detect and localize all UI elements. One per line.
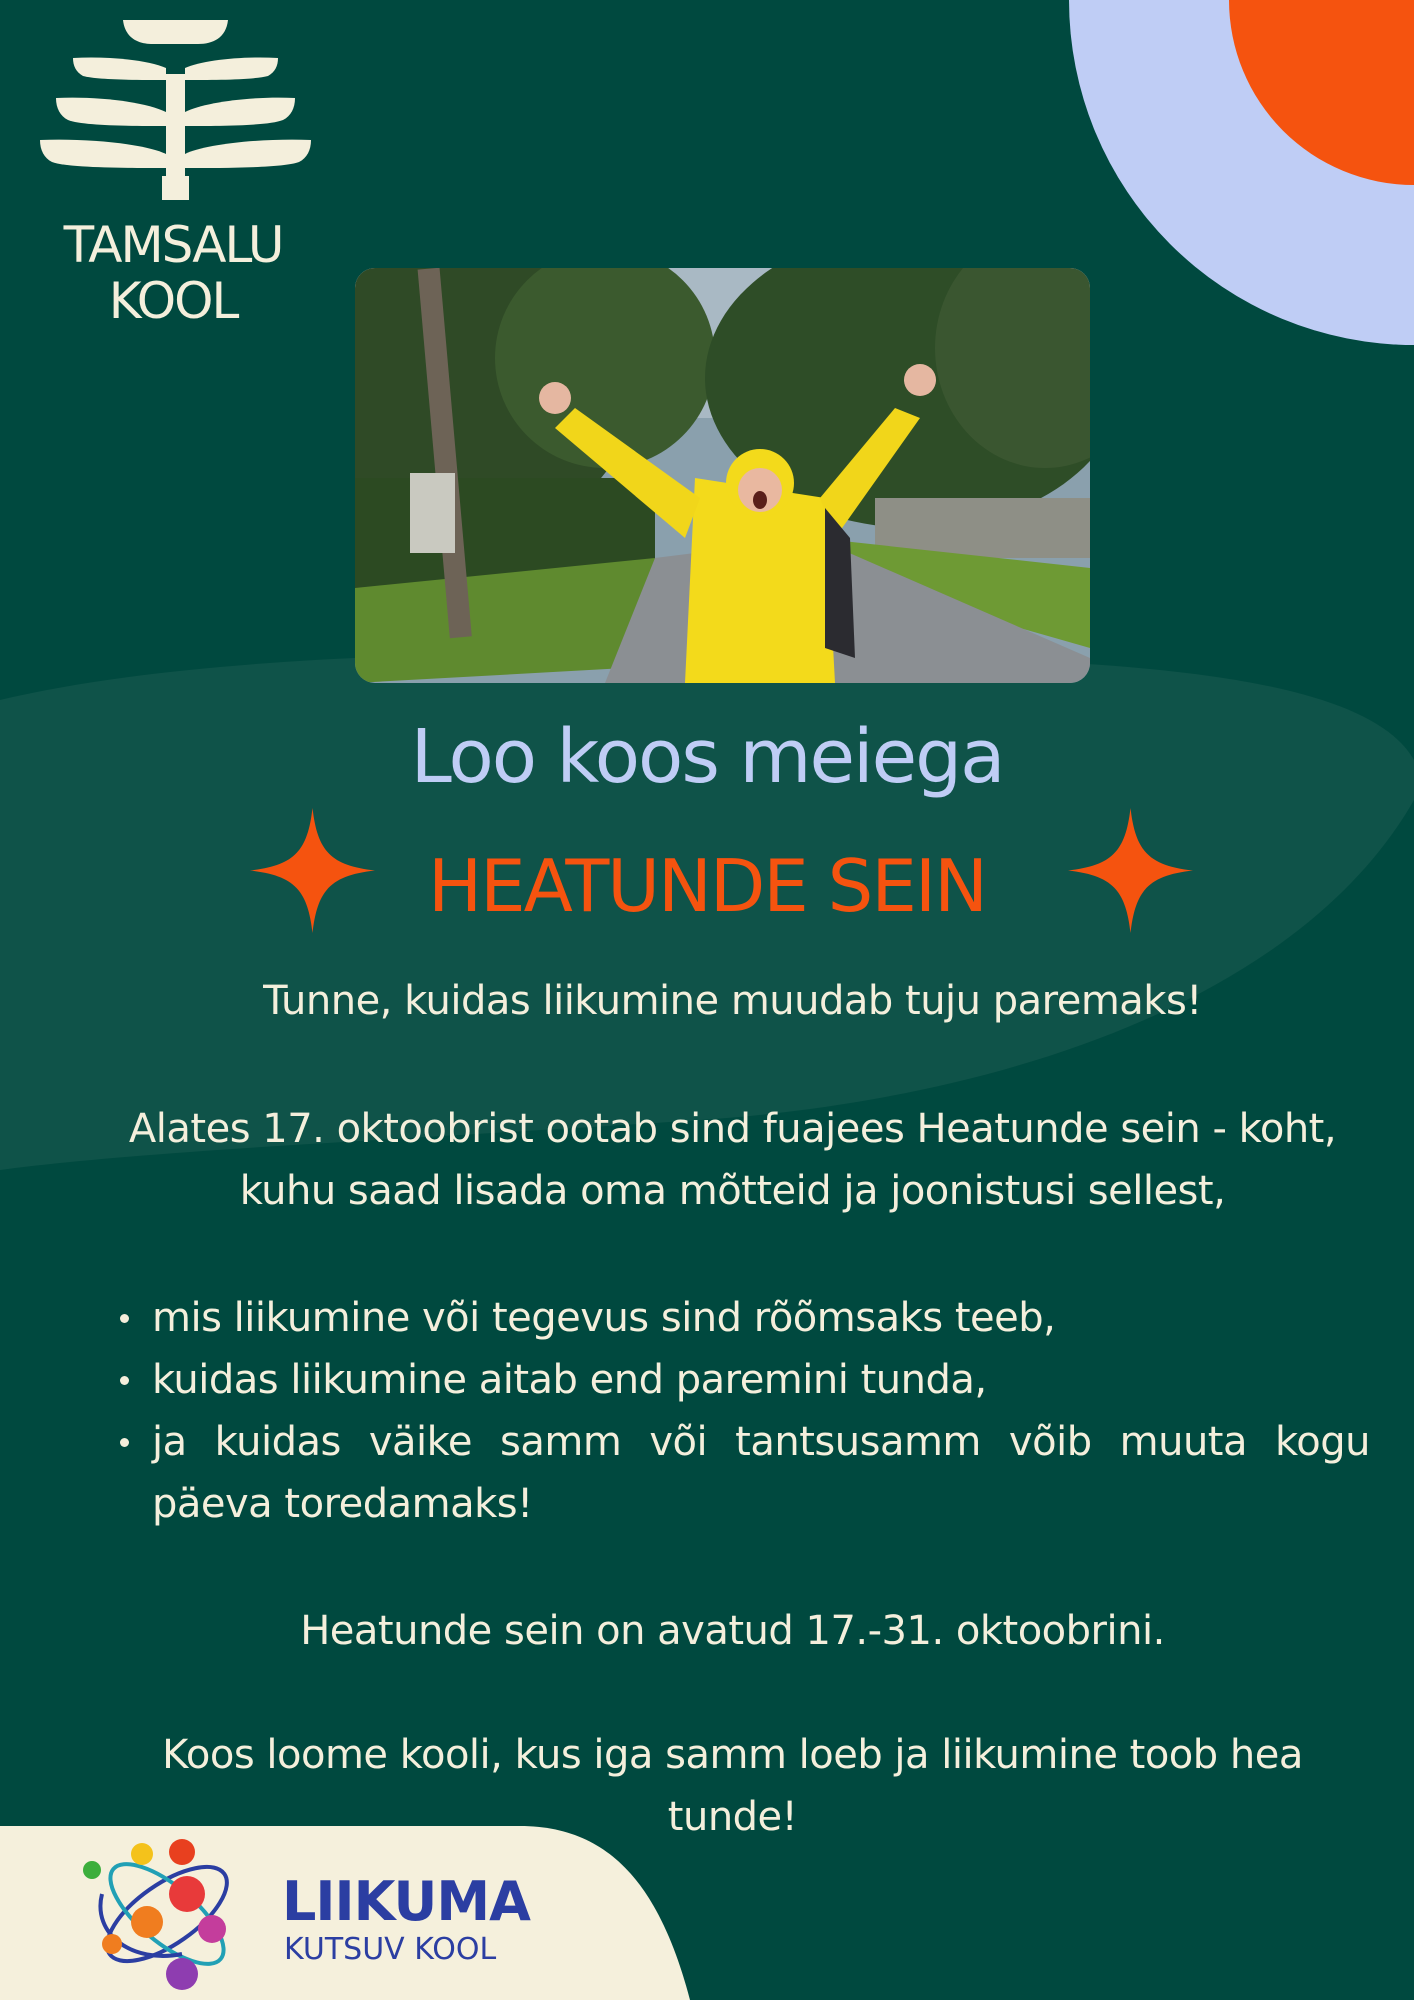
decorative-circles <box>1054 0 1414 350</box>
dates-text: Heatunde sein on avatud 17.-31. oktoobrini. <box>300 1608 1165 1654</box>
list-item: ja kuidas väike samm või tantsusamm võib muuta kogu päeva toredamaks! <box>110 1411 1370 1535</box>
poster-subtitle: Loo koos meiega <box>410 714 1004 800</box>
school-name-line1: TAMSALU <box>63 216 283 274</box>
hero-photo <box>355 268 1090 683</box>
bullet-list <box>110 1287 1370 1535</box>
liikuma-kutsuv-kool-logo-icon <box>72 1834 267 1994</box>
school-logo <box>38 18 318 329</box>
list-item: mis liikumine või tegevus sind rõõmsaks teeb, <box>110 1287 1370 1349</box>
footer-logo-title: LIIKUMA <box>282 1870 530 1933</box>
list-item: kuidas liikumine aitab end paremini tunda, <box>110 1349 1370 1411</box>
poster-headline: HEATUNDE SEIN <box>428 844 986 928</box>
footer-logo-subtitle: KUTSUV KOOL <box>284 1932 497 1967</box>
photo-child-raincoat-icon <box>355 268 1090 683</box>
sparkle-star-icon <box>1068 808 1193 933</box>
closing-text: Koos loome kooli, kus iga samm loeb ja liikumine toob hea tunde! <box>162 1732 1303 1840</box>
headline-row <box>0 808 1414 938</box>
intro-text: Tunne, kuidas liikumine muudab tuju paremaks! <box>263 978 1202 1024</box>
school-name-line2: KOOL <box>108 272 238 330</box>
description-text: Alates 17. oktoobrist ootab sind fuajees Heatunde sein - koht, kuhu saad lisada oma mõtteid ja joonistusi sellest, <box>128 1106 1337 1214</box>
tree-logo-icon <box>38 18 313 203</box>
